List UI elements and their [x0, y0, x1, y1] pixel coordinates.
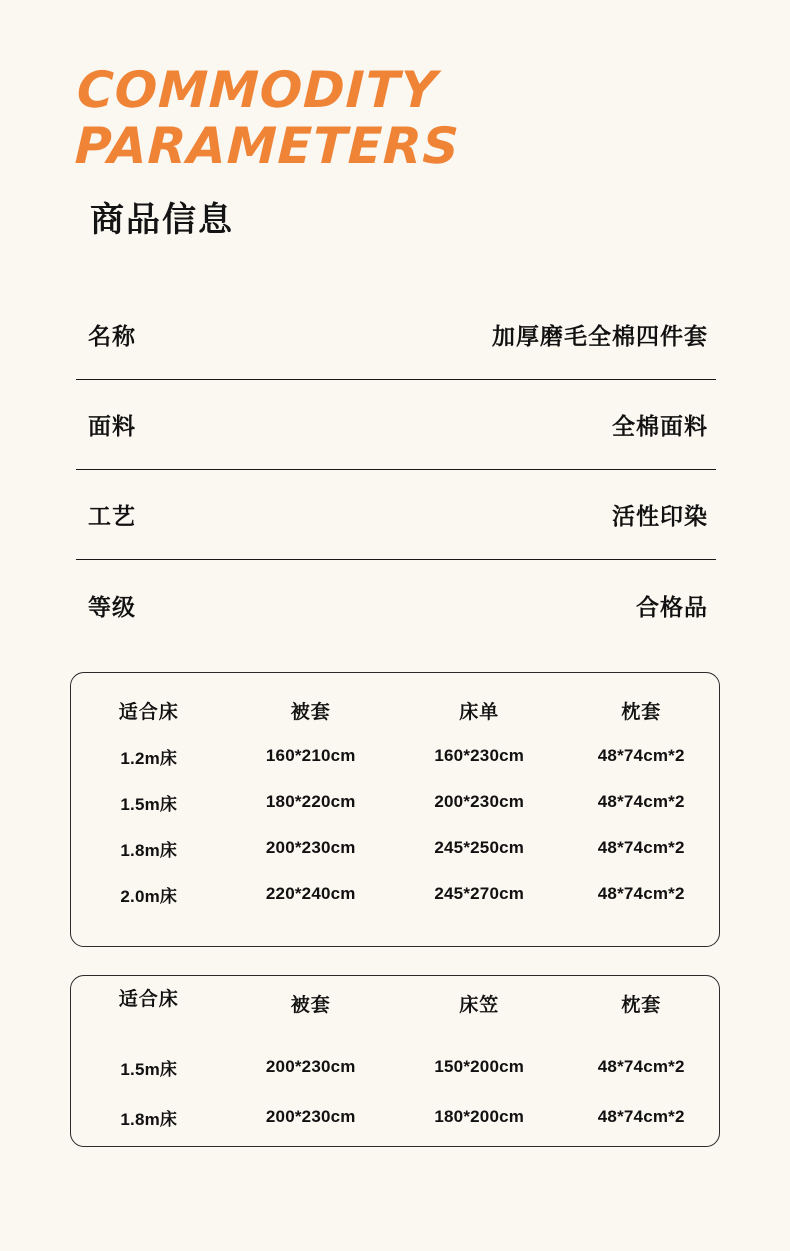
page-title-chinese: 商品信息: [90, 200, 234, 240]
spec-row: [76, 470, 716, 560]
table-header-cell: 被套: [290, 701, 331, 723]
table-cell: 2.0m床: [120, 886, 178, 906]
table-cell: 48*74cm*2: [597, 746, 685, 765]
table-cell: 1.5m床: [120, 1059, 178, 1079]
spec-value: 活性印染: [612, 503, 708, 529]
table-cell: 1.2m床: [120, 748, 178, 768]
table-cell: 200*230cm: [434, 792, 525, 811]
table-header-cell: 适合床: [118, 989, 179, 1010]
size-table: [71, 687, 719, 917]
spec-value: 全棉面料: [612, 413, 708, 439]
table-cell: 1.5m床: [120, 794, 178, 814]
spec-row: [76, 290, 716, 380]
table-cell: 48*74cm*2: [597, 838, 685, 857]
spec-label: 名称: [88, 323, 136, 349]
size-table: [71, 984, 719, 1142]
size-table-quilt-sheet: [70, 672, 720, 947]
table-header-cell: 适合床: [118, 701, 179, 723]
table-cell: 150*200cm: [434, 1057, 525, 1076]
table-cell: 48*74cm*2: [597, 1057, 685, 1076]
table-row: [71, 733, 719, 779]
spec-value: 加厚磨毛全棉四件套: [492, 323, 708, 349]
table-cell: 200*230cm: [265, 838, 356, 857]
table-cell: 48*74cm*2: [597, 1107, 685, 1126]
table-row: [71, 1092, 719, 1142]
table-header-row: [71, 984, 719, 1042]
table-row: [71, 825, 719, 871]
table-cell: 48*74cm*2: [597, 792, 685, 811]
table-header-row: [71, 687, 719, 733]
table-cell: 200*230cm: [265, 1107, 356, 1126]
specification-list: [76, 290, 716, 650]
table-cell: 1.8m床: [120, 840, 178, 860]
table-row: [71, 1042, 719, 1092]
table-cell: 48*74cm*2: [597, 884, 685, 903]
spec-label: 等级: [88, 593, 136, 620]
spec-value: 合格品: [636, 593, 708, 620]
table-header-cell: 床单: [459, 701, 500, 723]
table-header-cell: 枕套: [621, 701, 662, 723]
table-header-cell: 床笠: [459, 995, 500, 1016]
table-cell: 1.8m床: [120, 1109, 178, 1129]
spec-label: 面料: [88, 413, 136, 439]
size-table-quilt-fitted: [70, 975, 720, 1147]
spec-row: [76, 560, 716, 650]
spec-row: [76, 380, 716, 470]
table-cell: 245*250cm: [434, 838, 525, 857]
table-cell: 160*230cm: [434, 746, 525, 765]
table-cell: 180*200cm: [434, 1107, 525, 1126]
page-title-english: [74, 62, 718, 174]
page-heading: [76, 62, 716, 241]
table-row: [71, 779, 719, 825]
table-row: [71, 871, 719, 917]
page-title-english-line1: COMMODITY: [75, 61, 439, 119]
table-cell: 245*270cm: [434, 884, 525, 903]
table-cell: 220*240cm: [265, 884, 356, 903]
spec-label: 工艺: [88, 503, 136, 529]
page-title-english-line2: PARAMETERS: [74, 117, 461, 175]
table-cell: 180*220cm: [265, 792, 356, 811]
table-cell: 200*230cm: [265, 1057, 356, 1076]
table-header-cell: 枕套: [621, 995, 662, 1016]
table-cell: 160*210cm: [265, 746, 356, 765]
table-header-cell: 被套: [290, 995, 331, 1016]
